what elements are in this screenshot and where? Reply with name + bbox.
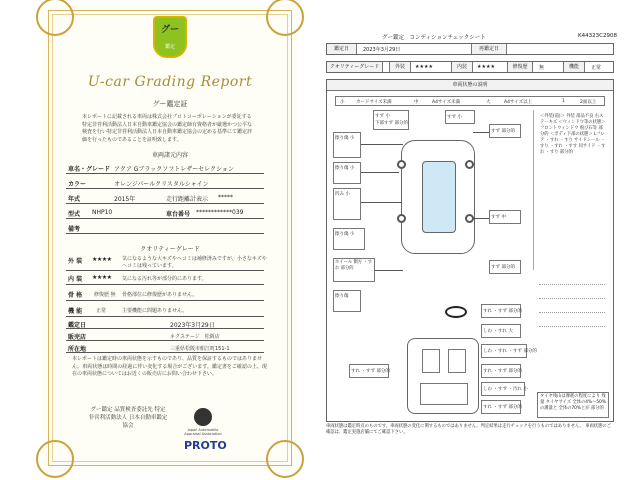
vehicle-notes-row	[66, 220, 264, 234]
sheet-function-value: 正常	[591, 65, 602, 71]
label-text-i7: すれ ・すず 部分的	[351, 369, 390, 374]
sheet-interior-value: ★★★★	[477, 64, 495, 70]
ornament-top-right	[266, 0, 304, 36]
vehicle-color-value: オレンジパールクリスタルシャイン	[114, 181, 209, 188]
quality-exterior-stars: ★★★★	[92, 256, 112, 263]
sheet-recheck-label: 再鑑定日	[471, 44, 507, 54]
right-blank-rows	[533, 272, 609, 342]
association-signature: グー鑑定 品質検査委託先 特定非営利活動法人 日本自動車鑑定協会	[88, 407, 168, 429]
ornament-bottom-right	[266, 440, 304, 478]
label-box-t5	[489, 260, 521, 274]
label-text-t5: すず 部分的	[491, 265, 515, 270]
quality-function-value: 正常	[96, 308, 107, 314]
quality-interior-desc: 気になる汚れ等が部分的にあります。	[122, 276, 207, 282]
sheet-exterior-label: 外装	[389, 62, 411, 72]
mileage-value: *****	[218, 194, 233, 201]
quality-exterior-desc-1: 気になるような大キズやヘコミは補修済みですが、小さなキズや	[122, 256, 267, 262]
sheet-date-row	[326, 43, 614, 55]
intro-text: 本レポートに記載される車両は株式会社プロトコーポレーションが委託する特定非営利活動法人日本自動車鑑定協会の鑑定師有資格者が厳選かつ公平な検査を行い特定非営利活動法人日本自動車鑑定協会の定める基準にて鑑定評価を行ったものであることを証明致します。	[82, 114, 253, 143]
wheel-front-right	[465, 160, 474, 169]
vehicle-model-row	[66, 205, 264, 219]
proto-logo: PROTO	[184, 439, 227, 452]
label-text-t3: すず 部分的	[491, 129, 515, 134]
wheel-front-left	[397, 160, 406, 169]
sheet-title: グー鑑定 コンディションチェックシート	[382, 35, 486, 41]
shop-value: ネクステージ 松阪店	[170, 334, 220, 340]
jaaa-logo-text: Japan Automobile Appraisal Association	[184, 428, 222, 436]
vehicle-notes-label: 備考	[68, 226, 81, 233]
label-box-i7	[349, 364, 389, 378]
label-text-t1a: すず 小	[375, 114, 390, 119]
appraisal-date-value: 2023年3月29日	[170, 322, 215, 329]
quality-frame-row	[66, 286, 264, 301]
vehicle-name-row	[66, 160, 264, 174]
document-id: K44323C2908	[578, 33, 617, 39]
tire-note-text: タイヤ残山は摩耗の程度により 残量 タイヤサイズ 全体の4%〜50%の溝量と 全体の70%とが 部分的	[540, 394, 606, 411]
label-text-l4: 擦り傷 小	[335, 232, 355, 237]
vehicle-state-title: 車両状態の説明	[327, 80, 613, 91]
sheet-date-value: 2023年3月29日	[363, 47, 401, 53]
label-box-t2	[445, 110, 475, 124]
quality-exterior-desc-2: ヘコミは残っています。	[122, 263, 177, 269]
label-text-i4: すれ ・すず 部分的	[483, 369, 522, 374]
label-text-l1: 擦り傷 小	[335, 136, 355, 141]
vehicle-year-label: 年式	[68, 196, 81, 203]
grading-certificate	[42, 4, 298, 472]
label-box-i1	[481, 304, 521, 318]
label-text-i5: しわ ・すず ・汚れ 小	[483, 387, 528, 392]
quality-exterior-row	[66, 252, 267, 271]
sheet-quality-label: クオリティーグレード	[327, 62, 383, 72]
quality-interior-label: 内 装	[68, 276, 83, 283]
car-top-view	[401, 140, 475, 254]
quality-exterior-label: 外 装	[68, 258, 83, 265]
label-text-i6: すれ ・すず 部分的	[483, 405, 522, 410]
car-roof	[422, 161, 456, 233]
size-small-label: 小	[340, 100, 345, 105]
label-text-l6: 擦り傷	[335, 294, 349, 299]
connector-line	[361, 202, 401, 203]
vehicle-year-value: 2015年	[114, 196, 136, 203]
quality-section-title: クオリティーグレード	[140, 246, 200, 253]
label-text-t2: すず 小	[447, 115, 462, 120]
sheet-disclaimer: 車両状態は鑑定時点のものです。車両状態の変化に関するものではありません。判定結果は走行チェックを行うものではありません。 車両状態のご確認は、鑑定実施店舗にてご確認下さい。	[326, 424, 611, 435]
vehicle-name-value: アクア Gブラックソフトレザーセレクション	[114, 166, 234, 173]
ornament-bottom-left	[36, 440, 74, 478]
label-box-t3	[489, 124, 521, 138]
label-box-l2	[333, 162, 361, 184]
report-title: U-car Grading Report	[87, 74, 253, 90]
blank-line	[539, 326, 605, 327]
seat-front-right	[448, 349, 466, 373]
blank-line	[539, 298, 605, 299]
connector-line	[375, 270, 403, 271]
sheet-quality-row	[326, 61, 614, 73]
quality-frame-desc: 骨格部位に修復歴がありません。	[122, 292, 198, 298]
label-text-i1: すれ ・すず 部分的	[483, 309, 522, 314]
label-box-t1	[373, 110, 409, 130]
label-box-i4	[481, 364, 521, 378]
label-box-l4	[333, 228, 365, 250]
seat-front-left	[422, 349, 440, 373]
quality-frame-label: 骨 格	[68, 292, 83, 299]
label-box-i2	[481, 324, 521, 338]
size-small-desc: カードサイズ未満	[356, 100, 392, 105]
label-text-l3: 凹み 小	[335, 192, 350, 197]
quality-interior-row	[66, 270, 264, 285]
vehicle-model-label: 型式	[68, 211, 81, 218]
certificate-footer: 本レポートは鑑定時の車両状態を示すものであり、品質を保証するものではありません。車両状態は時間の経過に伴い変化する場合がございます。鑑定書をご確認の上、現在の車両状態についてはお近くの販売店にお問い合わせ下さい。	[72, 356, 267, 377]
zone-two-label: 2面以上	[580, 100, 597, 105]
label-box-i5	[481, 382, 528, 396]
vehicle-color-label: カラー	[68, 181, 87, 188]
quality-function-row	[66, 302, 264, 317]
steering-wheel-icon	[445, 306, 467, 318]
wheel-rear-left	[397, 214, 406, 223]
connector-line	[473, 132, 489, 133]
quality-interior-stars: ★★★★	[92, 274, 112, 281]
connector-line	[361, 144, 403, 145]
quality-function-desc: 主要機能に問題ありません。	[122, 308, 188, 314]
zone-one-label: 1	[562, 99, 565, 104]
quality-function-label: 機 能	[68, 308, 83, 315]
vehicle-model-value: NHP10	[92, 209, 113, 216]
size-mid-label: 中	[414, 100, 419, 105]
sheet-exterior-value: ★★★★	[415, 64, 433, 70]
badge-sub-text: 鑑定	[164, 44, 175, 50]
address-value: 三重県松阪市船江町151-1	[170, 346, 230, 352]
size-legend	[335, 96, 605, 106]
sheet-function-label: 機能	[563, 62, 585, 72]
seat-rear	[420, 383, 468, 405]
label-text-i3: しわ ・すれ ・すず 部分的	[483, 349, 537, 354]
sheet-repair-label: 修復歴	[507, 62, 533, 72]
blank-line	[539, 284, 605, 285]
label-box-l3	[333, 188, 361, 220]
label-box-t4	[489, 210, 521, 224]
address-label: 所在地	[68, 346, 87, 353]
appraisal-date-row	[66, 318, 264, 329]
appraisal-date-label: 鑑定日	[68, 322, 87, 329]
address-row	[66, 342, 264, 353]
connector-line	[361, 172, 399, 173]
report-subtitle: グー鑑定証	[152, 100, 188, 108]
chassis-value: ************039	[196, 209, 244, 216]
blank-line	[539, 312, 605, 313]
label-text-l2: 擦り傷 小	[335, 166, 355, 171]
label-box-i6	[481, 400, 521, 414]
label-text-t4: すず 中	[491, 215, 506, 220]
right-notes-text: ＜外装(前)＞ 外装 部品不良 右ステーキズ ＜ウィンドウ等の状態＞ フロントウィンドウ 飛び石等 部分的 ＜ボディ下部の状態＞ Lフレア ・すれ ・すり サイドシール ・すり ・すれ ・すす 同サイド ・すれ ・すり 部分的	[540, 114, 606, 155]
size-large-label: 大	[486, 100, 491, 105]
connector-line	[473, 218, 489, 219]
label-text-i2: しわ ・すれ 大	[483, 329, 513, 334]
label-box-l6	[333, 290, 361, 312]
shop-row	[66, 330, 264, 341]
sheet-repair-value: 無	[539, 65, 545, 71]
vehicle-section-title: 車両諸元内容	[151, 152, 188, 159]
shop-label: 販売店	[68, 334, 87, 341]
label-box-i3	[481, 344, 537, 358]
sheet-date-label: 鑑定日	[327, 44, 357, 54]
label-box-l5	[333, 258, 375, 282]
vehicle-color-row	[66, 175, 264, 189]
badge-top-text: グー	[160, 25, 179, 35]
car-interior-view	[407, 338, 479, 414]
sheet-interior-label: 内装	[451, 62, 473, 72]
size-large-desc: A4サイズ以上	[504, 100, 533, 105]
chassis-label: 車台番号	[166, 211, 191, 218]
label-text-t1b: 下部すず 部分的	[375, 121, 408, 126]
tire-note-box	[537, 392, 609, 418]
right-notes-column	[533, 110, 610, 270]
goo-appraisal-badge	[153, 16, 187, 58]
vehicle-year-row	[66, 190, 264, 204]
vehicle-state-panel	[326, 79, 614, 422]
mileage-label: 走行距離計表示	[166, 196, 209, 203]
quality-frame-value: 修復歴 無	[94, 292, 116, 298]
label-box-l1	[333, 132, 361, 158]
jaaa-logo-icon	[194, 408, 212, 426]
vehicle-name-label: 車名・グレード	[68, 166, 111, 173]
label-text-l5: ホイール 側方 ・すれ 部分的	[335, 260, 373, 271]
size-mid-desc: A4サイズ未満	[432, 100, 461, 105]
